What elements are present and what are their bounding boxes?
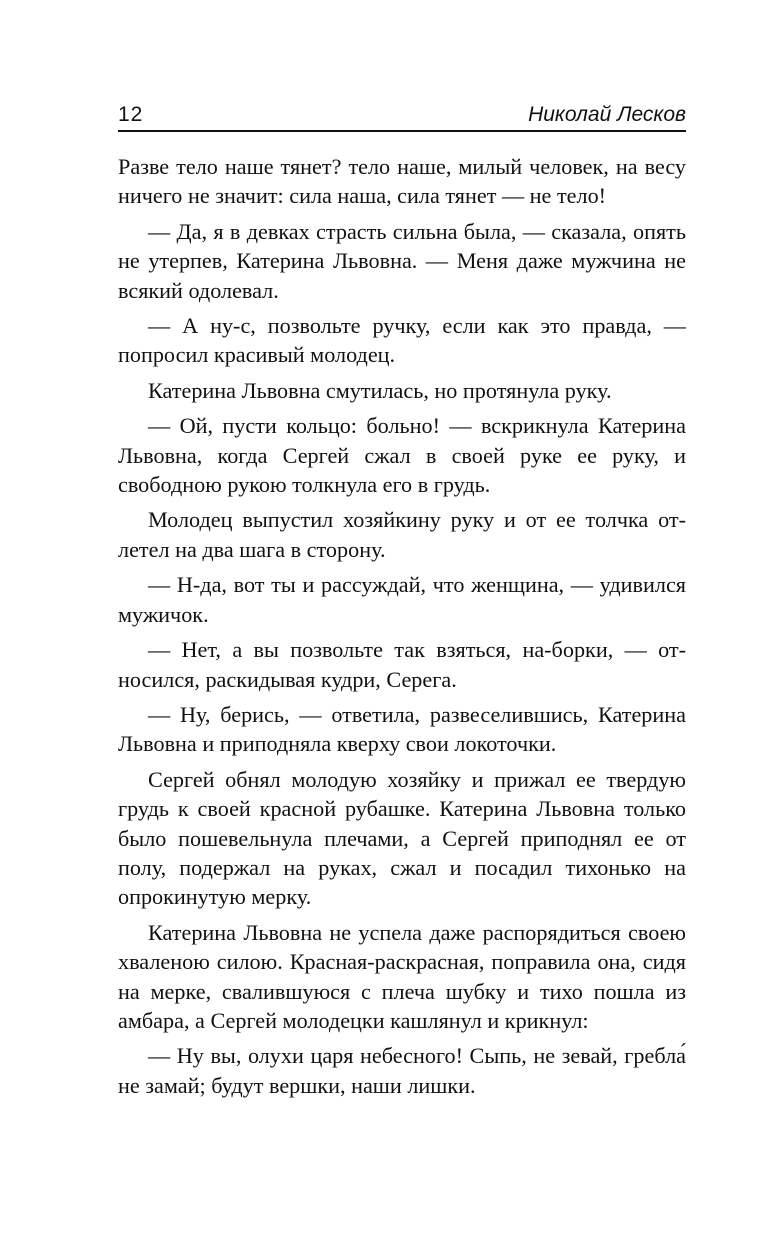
paragraph: — Нет, а вы позвольте так взяться, на-борки, — относился, раскидывая кудри, Серега. <box>118 637 686 692</box>
paragraph: — Ну вы, олухи царя небесного! Сыпь, не зевай, гребла́ не замай; будут вершки, наши лишки. <box>118 1043 686 1098</box>
body-text <box>118 152 686 1106</box>
paragraph: Разве тело наше тянет? тело наше, милый человек, на весу ничего не значит: сила наша, сила тянет — не тело! <box>118 154 686 209</box>
paragraph: — А ну-с, позвольте ручку, если как это правда, — попросил красивый молодец. <box>118 313 686 368</box>
paragraph: Молодец выпустил хозяйкину руку и от ее толчка отлетел на два шага в сторону. <box>118 507 686 562</box>
paragraph: — Да, я в девках страсть сильна была, — сказала, опять не утерпев, Катерина Львовна. — Меня даже мужчина не всякий одолевал. <box>118 218 686 303</box>
paragraph: — Ну, берись, — ответила, развеселившись, Катерина Львовна и приподняла кверху свои локоточки. <box>118 701 686 757</box>
paragraph: Катерина Львовна не успела даже распорядиться своею хваленою силою. Красная-раскрасная, поправила она, сидя на мерке, свалившуюся с плеча шубку и тихо пошла из амбара, а Сергей молодецки кашлянул и крикнул: <box>118 919 686 1033</box>
paragraph: — Ой, пусти кольцо: больно! — вскрикнула Катерина Львовна, когда Сергей сжал в своей руке ее руку, и свободною рукою толкнула его в грудь. <box>118 413 686 498</box>
running-header <box>118 102 686 132</box>
book-page <box>118 0 686 1240</box>
page-number: 12 <box>118 103 144 126</box>
paragraph: Катерина Львовна смутилась, но протянула руку. <box>148 377 612 403</box>
paragraph: Сергей обнял молодую хозяйку и прижал ее твердую грудь к своей красной рубашке. Катерина Львовна только было пошевельнула плечами, а Сергей приподнял ее от полу, подержал на руках, сжал и посадил тихонько на опрокинутую мерку. <box>118 766 686 910</box>
paragraph: — Н-да, вот ты и рассуждай, что женщина, — удивился мужичок. <box>118 572 686 627</box>
running-author: Николай Лесков <box>528 103 686 126</box>
